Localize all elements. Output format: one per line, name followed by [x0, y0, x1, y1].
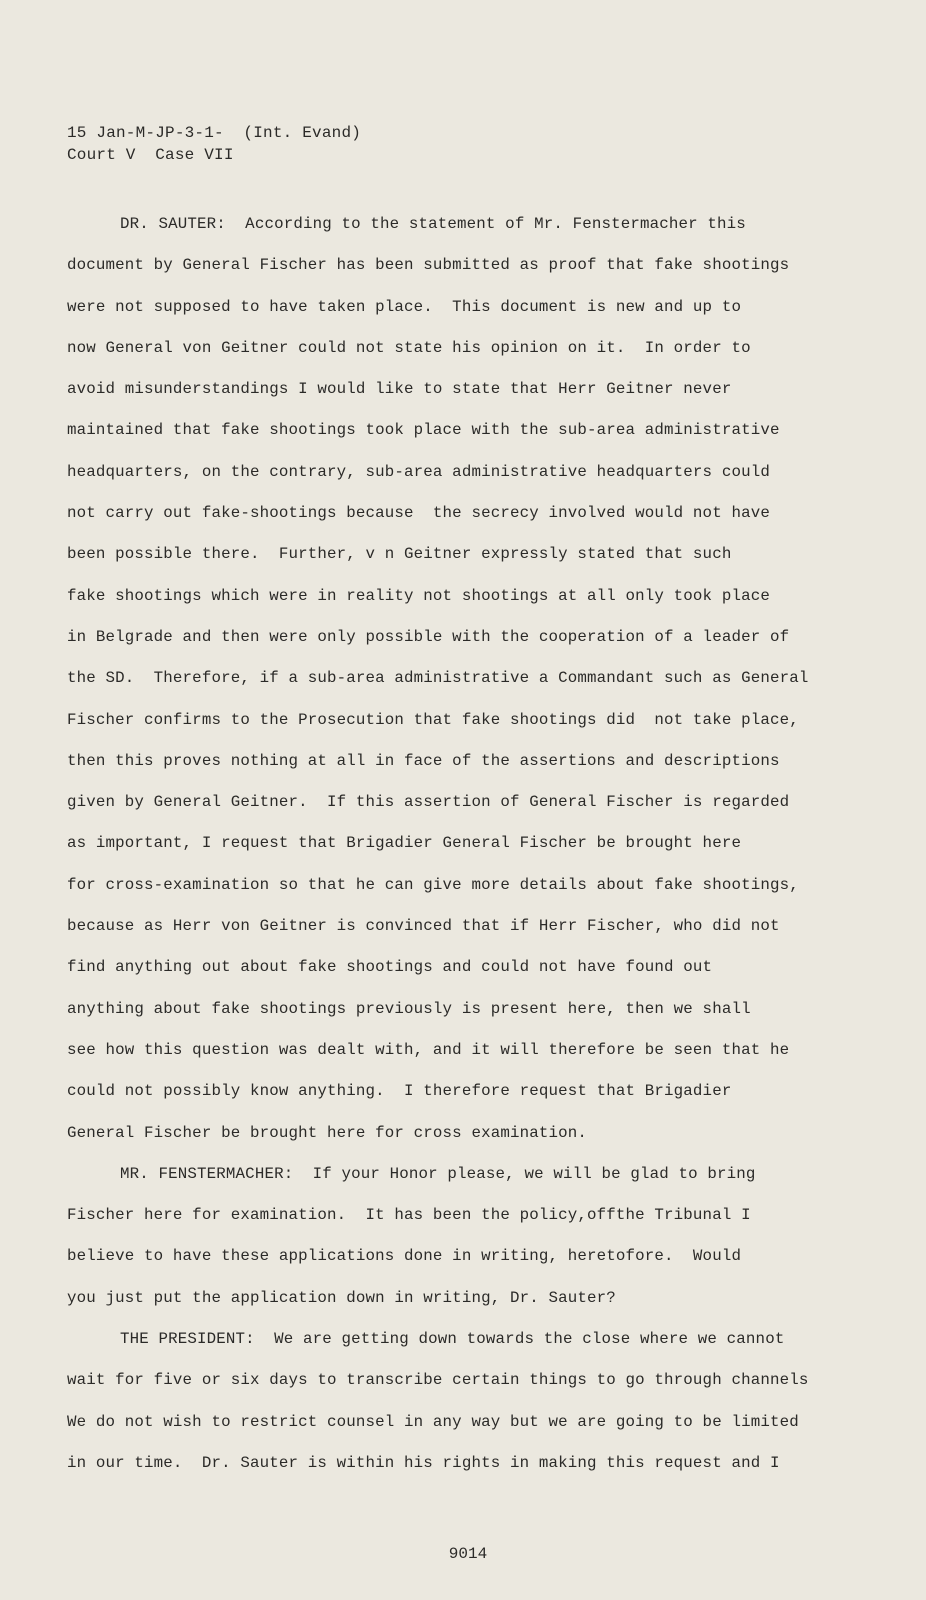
header-reference-line: 15 Jan-M-JP-3-1- (Int. Evand)	[67, 124, 362, 142]
transcript-line: wait for five or six days to transcribe certain things to go through channels	[67, 1371, 809, 1390]
transcript-line: maintained that fake shootings took place with the sub-area administrative	[67, 421, 780, 440]
transcript-line: could not possibly know anything. I therefore request that Brigadier	[67, 1082, 732, 1101]
transcript-line: then this proves nothing at all in face of the assertions and descriptions	[67, 751, 780, 770]
transcript-line: DR. SAUTER: According to the statement of Mr. Fenstermacher this	[120, 215, 746, 233]
transcript-line: in our time. Dr. Sauter is within his rights in making this request and I	[67, 1453, 780, 1472]
transcript-line: fake shootings which were in reality not shootings at all only took place	[67, 586, 770, 605]
transcript-line: you just put the application down in writing, Dr. Sauter?	[67, 1288, 616, 1307]
transcript-line: given by General Geitner. If this assertion of General Fischer is regarded	[67, 793, 790, 812]
transcript-line: avoid misunderstandings I would like to state that Herr Geitner never	[67, 380, 732, 399]
transcript-line: MR. FENSTERMACHER: If your Honor please, we will be glad to bring	[120, 1164, 756, 1183]
transcript-line: THE PRESIDENT: We are getting down towards the close where we cannot	[120, 1330, 785, 1349]
transcript-line: for cross-examination so that he can give more details about fake shootings,	[67, 875, 799, 894]
transcript-line: were not supposed to have taken place. This document is new and up to	[67, 297, 742, 316]
page-number: 9014	[448, 1545, 488, 1563]
transcript-line: now General von Geitner could not state his opinion on it. In order to	[67, 338, 751, 357]
header-court-case-line: Court V Case VII	[67, 146, 234, 164]
transcript-line: the SD. Therefore, if a sub-area administrative a Commandant such as General	[67, 669, 809, 688]
transcript-line: in Belgrade and then were only possible with the cooperation of a leader of	[67, 627, 790, 646]
transcript-line: believe to have these applications done in writing, heretofore. Would	[67, 1247, 742, 1266]
transcript-line: We do not wish to restrict counsel in any way but we are going to be limited	[67, 1412, 799, 1431]
transcript-line: not carry out fake-shootings because the secrecy involved would not have	[67, 504, 770, 523]
transcript-line: because as Herr von Geitner is convinced that if Herr Fischer, who did not	[67, 917, 780, 936]
transcript-line: anything about fake shootings previously is present here, then we shall	[67, 999, 751, 1018]
transcript-line: document by General Fischer has been submitted as proof that fake shootings	[67, 256, 790, 275]
document-header	[67, 122, 361, 166]
transcript-line: Fischer here for examination. It has been the policy,offthe Tribunal I	[67, 1206, 751, 1225]
transcript-line: General Fischer be brought here for cross examination.	[67, 1123, 588, 1142]
transcript-line: see how this question was dealt with, and it will therefore be seen that he	[67, 1040, 790, 1059]
transcript-body	[67, 213, 867, 1493]
transcript-line: find anything out about fake shootings and could not have found out	[67, 958, 713, 977]
transcript-line: headquarters, on the contrary, sub-area administrative headquarters could	[67, 462, 770, 481]
transcript-line: Fischer confirms to the Prosecution that fake shootings did not take place,	[67, 710, 799, 729]
transcript-line: been possible there. Further, v n Geitner expressly stated that such	[67, 545, 732, 564]
transcript-line: as important, I request that Brigadier General Fischer be brought here	[67, 834, 742, 853]
